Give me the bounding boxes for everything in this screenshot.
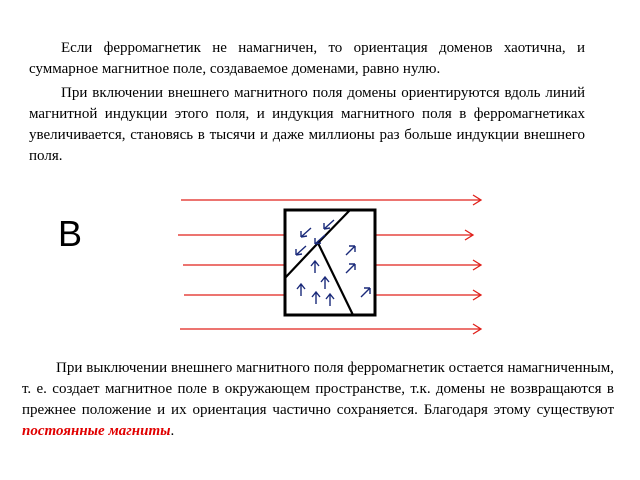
- field-label-b: B: [58, 213, 83, 254]
- paragraph-field-on: При включении внешнего магнитного поля домены ориентируются вдоль линий магнитной индукции этого поля, и индукция магнитного поля в ферромагнетиках увеличивается, становясь в тысячи и даже миллионы раз больше индукции внешнего поля.: [29, 85, 585, 164]
- field-line: [180, 324, 481, 334]
- field-line: [181, 195, 481, 205]
- permanent-magnets-highlight: постоянные магниты: [22, 423, 171, 439]
- paragraph-field-off-end: .: [170, 423, 175, 439]
- paragraph-unmagnetized: Если ферромагнетик не намагничен, то ориентация доменов хаотична, и суммарное магнитное поле, создаваемое доменами, равно нулю.: [29, 40, 585, 77]
- paragraph-field-off-text: При выключении внешнего магнитного поля ферромагнетик остается намагниченным, т. е. создает магнитное поле в окружающем пространстве, т.к. домены не возвращаются в прежнее положение и их ориентация частично сохраняется. Благодаря этому существуют: [22, 360, 614, 418]
